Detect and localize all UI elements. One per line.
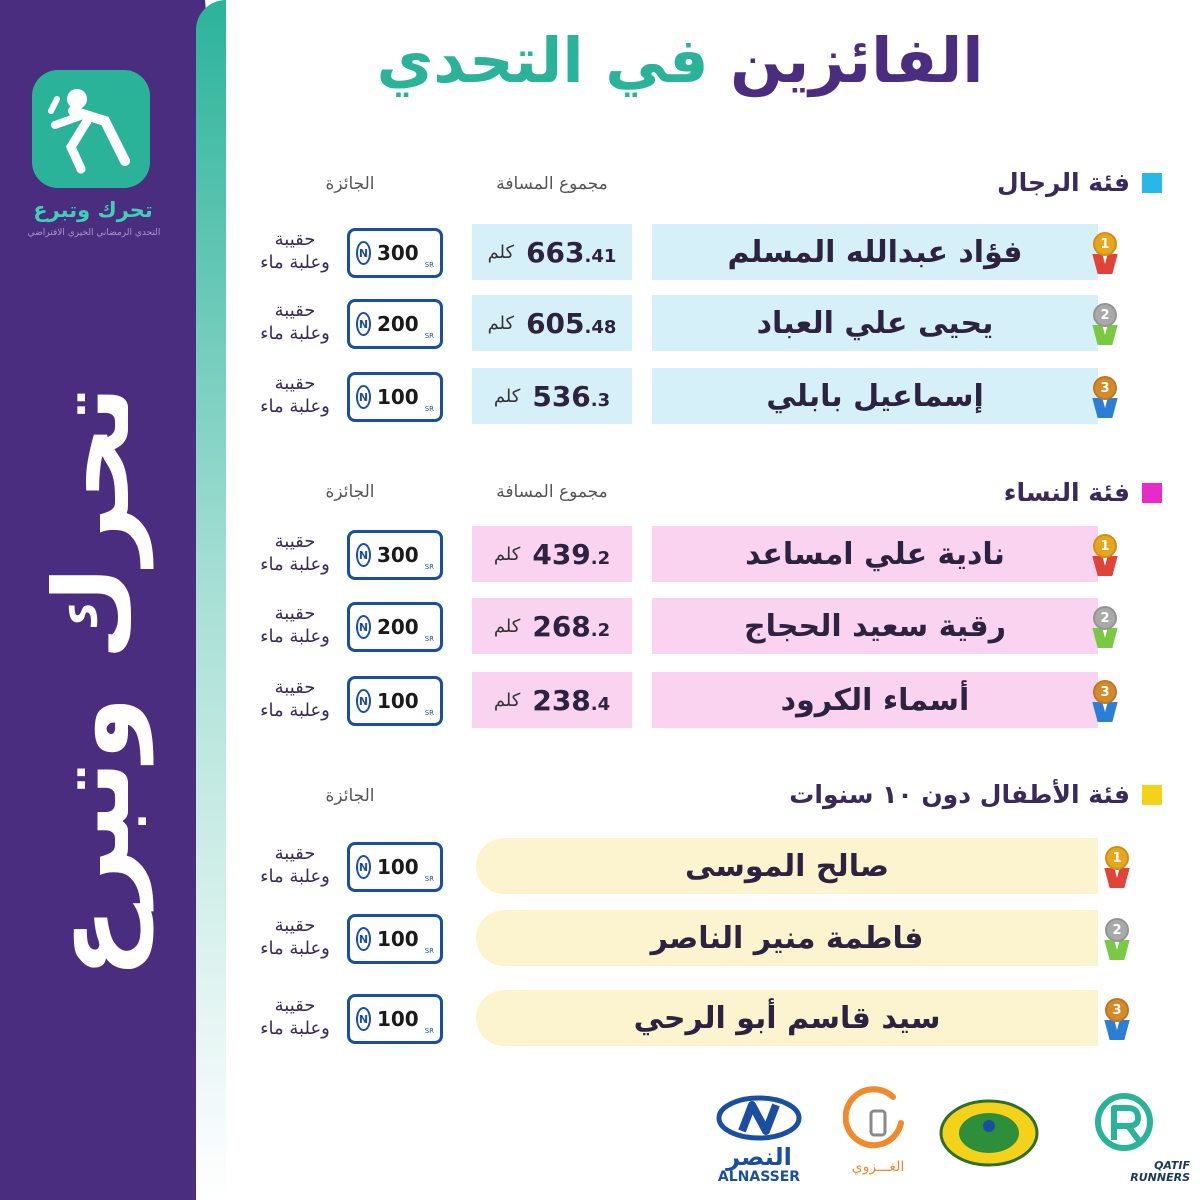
charity-seal-logo (934, 1098, 1044, 1172)
distance-dec: .41 (584, 245, 617, 267)
voucher-card (347, 676, 443, 726)
gold-medal-icon: 1 (1090, 232, 1120, 278)
voucher-amount: 300 (376, 543, 419, 567)
alnasser-mini-icon: N (356, 927, 371, 951)
vertical-brand-title: تحرك وتبرع (31, 385, 153, 979)
prize-text: حقيبة وعلبة ماء (260, 603, 330, 648)
gold-medal-icon: 1 (1102, 846, 1132, 892)
brand-name: تحرك وتبرع (33, 198, 153, 222)
category-label-kids: فئة الأطفال دون ١٠ سنوات (789, 780, 1130, 809)
silver-medal-icon: 2 (1102, 918, 1132, 964)
kids-row-2-name: فاطمة منير الناصر (476, 910, 1098, 966)
distance-int: 536 (532, 379, 591, 413)
distance-int: 605 (526, 306, 585, 340)
voucher-card (347, 994, 443, 1044)
column-label-prize: الجائزة (325, 786, 375, 806)
distance-int: 268 (532, 609, 591, 643)
men-row-1-distance (472, 224, 632, 280)
women-row-1-name: نادية علي امساعد (652, 526, 1098, 582)
alnasser-ar-text: النصر (726, 1143, 792, 1171)
voucher-card (347, 602, 443, 652)
prize-text: حقيبة وعلبة ماء (260, 373, 330, 418)
prize-text: حقيبة وعلبة ماء (260, 995, 330, 1040)
bronze-medal-icon: 3 (1090, 680, 1120, 726)
title-part2: في التحدي (376, 24, 709, 97)
voucher-currency: SR (424, 332, 434, 340)
alnasser-mini-icon: N (356, 689, 371, 713)
voucher-card (347, 914, 443, 964)
voucher-currency: SR (424, 261, 434, 269)
voucher-amount: 100 (376, 689, 419, 713)
men-row-3-distance (472, 368, 632, 424)
alnasser-mini-icon: N (356, 543, 371, 567)
women-row-3-distance (472, 672, 632, 728)
distance-dec: .48 (584, 316, 617, 338)
sidebar-accent-stripe (196, 0, 226, 1200)
category-header-women (1004, 478, 1162, 507)
column-label-prize: الجائزة (325, 482, 375, 502)
distance-dec: .4 (590, 693, 611, 715)
distance-unit: كلم (493, 543, 521, 565)
women-color-square (1142, 483, 1162, 503)
prize-text: حقيبة وعلبة ماء (260, 843, 330, 888)
silver-medal-icon: 2 (1090, 303, 1120, 349)
distance-int: 663 (526, 235, 585, 269)
title-part1: الفائزين (730, 24, 984, 97)
alnasser-mini-icon: N (356, 855, 371, 879)
kids-color-square (1142, 785, 1162, 805)
voucher-amount: 100 (376, 927, 419, 951)
distance-unit: كلم (493, 385, 521, 407)
men-row-3-name: إسماعيل بابلي (652, 368, 1098, 424)
alnasser-logo (704, 1095, 814, 1185)
voucher-amount: 200 (376, 615, 419, 639)
voucher-currency: SR (424, 1027, 434, 1035)
voucher-amount: 100 (376, 385, 419, 409)
prize-text: حقيبة وعلبة ماء (260, 677, 330, 722)
bronze-medal-icon: 3 (1102, 998, 1132, 1044)
alnasser-mini-icon: N (356, 241, 371, 265)
qatif-runners-logo (1060, 1092, 1190, 1184)
category-label-men: فئة الرجال (996, 168, 1130, 197)
voucher-card (347, 228, 443, 278)
women-row-3-name: أسماء الكرود (652, 672, 1098, 728)
distance-dec: .2 (590, 547, 611, 569)
bronze-medal-icon: 3 (1090, 376, 1120, 422)
qatif-text: QATIF (1154, 1159, 1190, 1172)
voucher-amount: 200 (376, 312, 419, 336)
voucher-card (347, 842, 443, 892)
men-row-2-name: يحيى علي العباد (652, 295, 1098, 351)
men-color-square (1142, 173, 1162, 193)
column-label-prize: الجائزة (325, 174, 375, 194)
distance-unit: كلم (487, 312, 515, 334)
distance-unit: كلم (493, 615, 521, 637)
runners-text: RUNNERS (1130, 1171, 1190, 1185)
category-header-men (997, 168, 1162, 197)
distance-unit: كلم (487, 241, 515, 263)
voucher-currency: SR (424, 635, 434, 643)
women-row-2-name: رقية سعيد الحجاج (652, 598, 1098, 654)
gold-medal-icon: 1 (1090, 534, 1120, 580)
voucher-card (347, 299, 443, 349)
voucher-currency: SR (424, 563, 434, 571)
prize-text: حقيبة وعلبة ماء (260, 915, 330, 960)
men-row-2-distance (472, 295, 632, 351)
qatif-runners-r-icon (1090, 1092, 1160, 1156)
column-label-distance: مجموع المسافة (496, 482, 608, 502)
voucher-currency: SR (424, 405, 434, 413)
kids-row-3-name: سيد قاسم أبو الرحي (476, 990, 1098, 1046)
voucher-currency: SR (424, 875, 434, 883)
men-row-1-name: فؤاد عبدالله المسلم (652, 224, 1098, 280)
voucher-card (347, 372, 443, 422)
alnasser-en-text: ALNASSER (717, 1169, 801, 1185)
alnasser-mini-icon: N (356, 615, 371, 639)
distance-int: 238 (532, 683, 591, 717)
column-label-distance: مجموع المسافة (496, 174, 608, 194)
distance-int: 439 (532, 537, 591, 571)
ghazwi-g-icon (843, 1085, 913, 1155)
distance-unit: كلم (493, 689, 521, 711)
voucher-card (347, 530, 443, 580)
page-title (330, 24, 1030, 97)
alnasser-mini-icon: N (356, 1007, 371, 1031)
silver-medal-icon: 2 (1090, 606, 1120, 652)
charity-seal-icon (937, 1098, 1041, 1168)
prize-text: حقيبة وعلبة ماء (260, 300, 330, 345)
prize-text: حقيبة وعلبة ماء (260, 531, 330, 576)
voucher-currency: SR (424, 709, 434, 717)
runner-logo-icon (32, 70, 150, 188)
brand-subtitle: التحدي الرمضاني الخيري الافتراضي (27, 228, 161, 238)
alnasser-mini-icon: N (356, 312, 371, 336)
distance-dec: .3 (590, 389, 611, 411)
kids-row-1-name: صالح الموسى (476, 838, 1098, 894)
voucher-amount: 100 (376, 855, 419, 879)
voucher-amount: 300 (376, 241, 419, 265)
voucher-amount: 100 (376, 1007, 419, 1031)
women-row-1-distance (472, 526, 632, 582)
ghazwi-logo (838, 1085, 918, 1175)
women-row-2-distance (472, 598, 632, 654)
prize-text: حقيبة وعلبة ماء (260, 229, 330, 274)
voucher-currency: SR (424, 947, 434, 955)
alnasser-mini-icon: N (356, 385, 371, 409)
alnasser-n-icon (714, 1095, 804, 1141)
category-label-women: فئة النساء (1003, 478, 1130, 507)
ghazwi-text: الغـــزوي (851, 1159, 905, 1175)
distance-dec: .2 (590, 619, 611, 641)
category-header-kids (789, 780, 1162, 809)
